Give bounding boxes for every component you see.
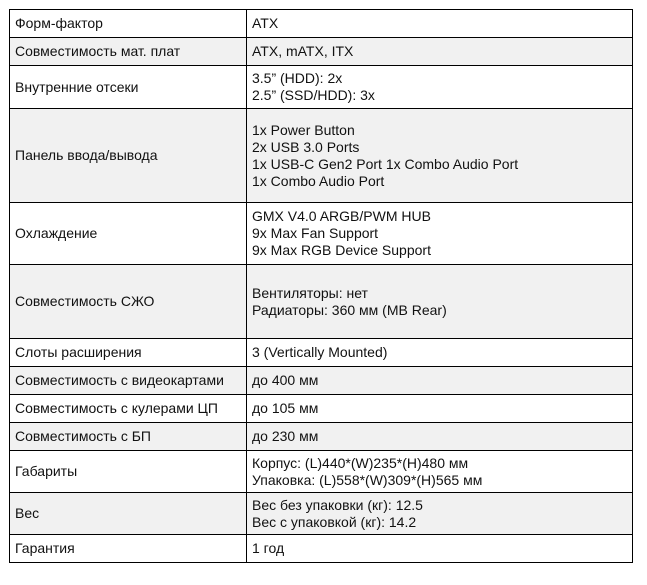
spec-value-line: Радиаторы: 360 мм (MB Rear) xyxy=(252,301,447,318)
spec-value-line: 9x Max Fan Support xyxy=(252,225,379,241)
spec-table xyxy=(9,9,633,563)
spec-label: Совместимость с видеокартами xyxy=(10,367,247,395)
spec-value xyxy=(247,367,633,395)
spec-label: Форм-фактор xyxy=(10,10,247,38)
spec-value-line: до 400 мм xyxy=(252,372,319,388)
spec-value xyxy=(247,265,633,339)
spec-value-line: до 230 мм xyxy=(252,428,319,444)
spec-value-line: GMX V4.0 ARGB/PWM HUB xyxy=(252,208,431,224)
spec-value-line: 1x USB-C Gen2 Port 1x Combo Audio Port xyxy=(252,155,519,172)
spec-value-line: 3 (Vertically Mounted) xyxy=(252,344,388,360)
spec-value xyxy=(247,395,633,423)
spec-value-line: Вес без упаковки (кг): 12.5 xyxy=(252,496,423,513)
spec-value xyxy=(247,493,633,535)
spec-row-io-panel xyxy=(10,109,633,203)
spec-value-line: 1x Combo Audio Port xyxy=(252,172,385,189)
spec-value-line: Корпус: (L)440*(W)235*(H)480 мм xyxy=(252,454,469,471)
spec-value-line: 1x Power Button xyxy=(252,121,355,138)
spec-row-dimensions xyxy=(10,451,633,493)
spec-value-line: ATX xyxy=(252,15,279,31)
spec-label: Панель ввода/вывода xyxy=(10,109,247,203)
spec-value xyxy=(247,423,633,451)
spec-value xyxy=(247,109,633,203)
spec-row-cooling xyxy=(10,203,633,265)
spec-value xyxy=(247,339,633,367)
spec-row-drive-bays xyxy=(10,66,633,109)
spec-value-line: 1 год xyxy=(252,540,285,556)
spec-value-line: Вентиляторы: нет xyxy=(252,284,368,301)
spec-row-liquid-cooling xyxy=(10,265,633,339)
spec-value-line: Вес с упаковкой (кг): 14.2 xyxy=(252,513,417,530)
spec-value-line: до 105 мм xyxy=(252,400,319,416)
spec-value-line: 9x Max RGB Device Support xyxy=(252,242,431,258)
spec-label: Охлаждение xyxy=(10,203,247,265)
spec-value-line: 3.5” (HDD): 2x xyxy=(252,70,343,86)
spec-row-cpu-cooler xyxy=(10,395,633,423)
spec-value-line: 2.5” (SSD/HDD): 3x xyxy=(252,87,375,103)
spec-row-weight xyxy=(10,493,633,535)
spec-value-line: Упаковка: (L)558*(W)309*(H)565 мм xyxy=(252,471,483,488)
spec-value xyxy=(247,38,633,66)
spec-label: Внутренние отсеки xyxy=(10,66,247,109)
spec-label: Совместимость с кулерами ЦП xyxy=(10,395,247,423)
spec-value-line: 2x USB 3.0 Ports xyxy=(252,138,360,155)
spec-value xyxy=(247,66,633,109)
spec-row-gpu xyxy=(10,367,633,395)
spec-row-form-factor xyxy=(10,10,633,38)
spec-label: Вес xyxy=(10,493,247,535)
spec-label: Совместимость с БП xyxy=(10,423,247,451)
spec-row-psu xyxy=(10,423,633,451)
spec-value xyxy=(247,203,633,265)
spec-label: Гарантия xyxy=(10,535,247,563)
spec-label: Совместимость СЖО xyxy=(10,265,247,339)
spec-label: Слоты расширения xyxy=(10,339,247,367)
spec-label: Совместимость мат. плат xyxy=(10,38,247,66)
spec-value xyxy=(247,451,633,493)
spec-value xyxy=(247,535,633,563)
spec-row-expansion-slots xyxy=(10,339,633,367)
spec-value-line: ATX, mATX, ITX xyxy=(252,43,354,59)
spec-label: Габариты xyxy=(10,451,247,493)
spec-row-warranty xyxy=(10,535,633,563)
spec-value xyxy=(247,10,633,38)
spec-row-motherboard xyxy=(10,38,633,66)
